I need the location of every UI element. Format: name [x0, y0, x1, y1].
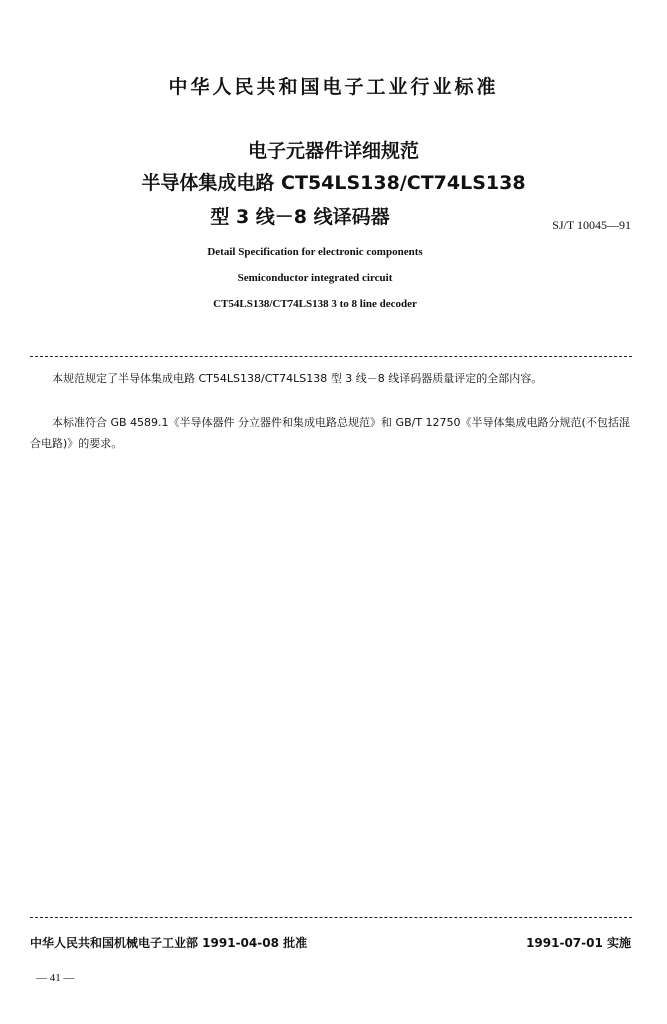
- footer-divider: [30, 917, 632, 918]
- english-title-line-1: Detail Specification for electronic components: [207, 246, 423, 258]
- scope-paragraph: [30, 368, 632, 389]
- standard-number: SJ/T 10045—91: [552, 218, 631, 232]
- title-line-2: 半导体集成电路 CT54LS138/CT74LS138: [141, 172, 526, 194]
- title-line-3: 型 3 线－8 线译码器: [210, 206, 390, 228]
- header-divider: [30, 356, 632, 357]
- approval-statement: 中华人民共和国机械电子工业部 1991-04-08 批准: [30, 936, 308, 950]
- issuing-organization: 中华人民共和国电子工业行业标准: [168, 76, 499, 98]
- implementation-date: 1991-07-01 实施: [526, 936, 631, 950]
- compliance-paragraph-text: 本标准符合 GB 4589.1《半导体器件 分立器件和集成电路总规范》和 GB/T 12750《半导体集成电路分规范(不包括混合电路)》的要求。: [30, 416, 630, 450]
- compliance-paragraph: [30, 412, 632, 454]
- english-title-line-3: CT54LS138/CT74LS138 3 to 8 line decoder: [213, 298, 417, 310]
- title-line-1: 电子元器件详细规范: [247, 140, 419, 162]
- scope-paragraph-text: 本规范规定了半导体集成电路 CT54LS138/CT74LS138 型 3 线－8 线译码器质量评定的全部内容。: [52, 372, 543, 385]
- english-title-line-2: Semiconductor integrated circuit: [237, 272, 393, 284]
- page-number: — 41 —: [36, 972, 75, 984]
